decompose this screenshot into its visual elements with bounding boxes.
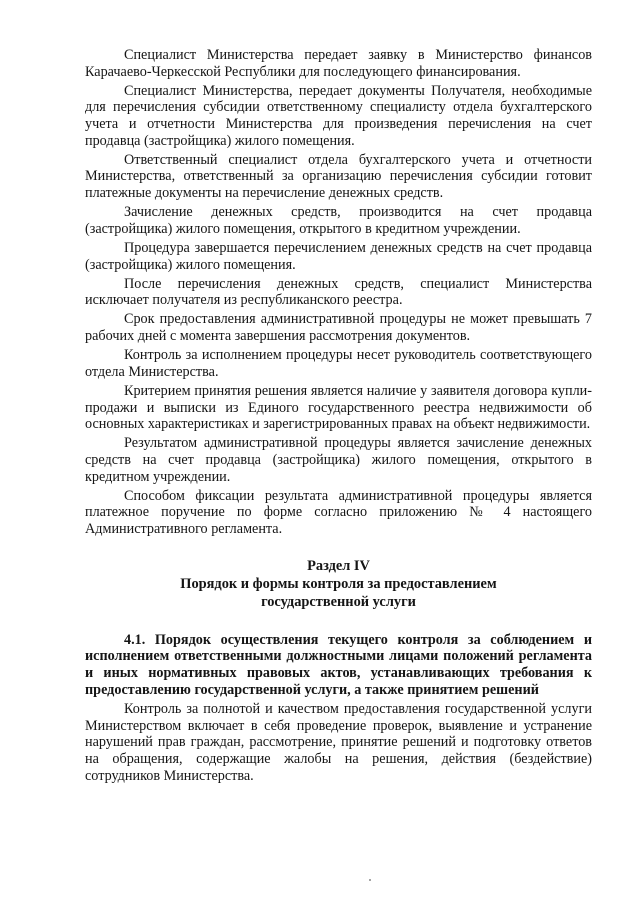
paragraph-3: Ответственный специалист отдела бухгалтерского учета и отчетности Министерства, ответственный за организацию перечисления субсидии готовит платежные документы на перечисление денежных средств. <box>85 151 592 201</box>
paragraph-5: Процедура завершается перечислением денежных средств на счет продавца (застройщика) жилого помещения. <box>85 239 592 273</box>
subsection-heading: 4.1. Порядок осуществления текущего контроля за соблюдением и исполнением ответственными должностными лицами положений регламента и иных нормативных правовых актов, устанавливающих требования к предоставлению государственной услуги, а также принятием решений <box>85 631 592 698</box>
paragraph-4: Зачисление денежных средств, производится на счет продавца (застройщика) жилого помещения, открытого в кредитном учреждении. <box>85 204 592 237</box>
paragraph-6: После перечисления денежных средств, специалист Министерства исключает получателя из республиканского реестра. <box>85 275 592 309</box>
paragraph-7: Срок предоставления административной процедуры не может превышать 7 рабочих дней с момента завершения рассмотрения документов. <box>85 311 592 345</box>
paragraph-bottom: Контроль за полнотой и качеством предоставления государственной услуги Министерством включает в себя проведение проверок, выявление и устранение нарушений прав граждан, рассмотрение, принятие решений и подготовку ответов на обращения, содержащие жалобы на решения, действия (бездействие) сотрудников Министерства. <box>85 701 592 784</box>
section-title-line-2: государственной услуги <box>261 594 416 611</box>
paragraph-9: Критерием принятия решения является наличие у заявителя договора купли-продажи и выписки из Единого государственного реестра недвижимости об основных характеристиках и зарегистрированных правах на объект недвижимости. <box>85 383 592 433</box>
paragraph-1: Специалист Министерства передает заявку в Министерство финансов Карачаево-Черкесской Республики для последующего финансирования. <box>85 47 592 80</box>
section-heading <box>85 557 592 612</box>
section-number: Раздел IV <box>307 557 370 574</box>
scan-speck <box>369 879 371 881</box>
paragraph-8: Контроль за исполнением процедуры несет руководитель соответствующего отдела Министерства. <box>85 347 592 380</box>
paragraph-2: Специалист Министерства, передает документы Получателя, необходимые для перечисления субсидии ответственному специалисту отдела бухгалтерского учета и отчетности Министерства для произведения перечисления на счет продавца (застройщика) жилого помещения. <box>85 82 592 149</box>
paragraph-11: Способом фиксации результата административной процедуры является платежное поручение по форме согласно приложению № 4 настоящего Административного регламента. <box>85 487 592 537</box>
paragraph-10: Результатом административной процедуры является зачисление денежных средств на счет продавца (застройщика) жилого помещения, открытого в кредитном учреждении. <box>85 435 592 485</box>
section-title-line-1: Порядок и формы контроля за предоставлением <box>180 575 497 592</box>
